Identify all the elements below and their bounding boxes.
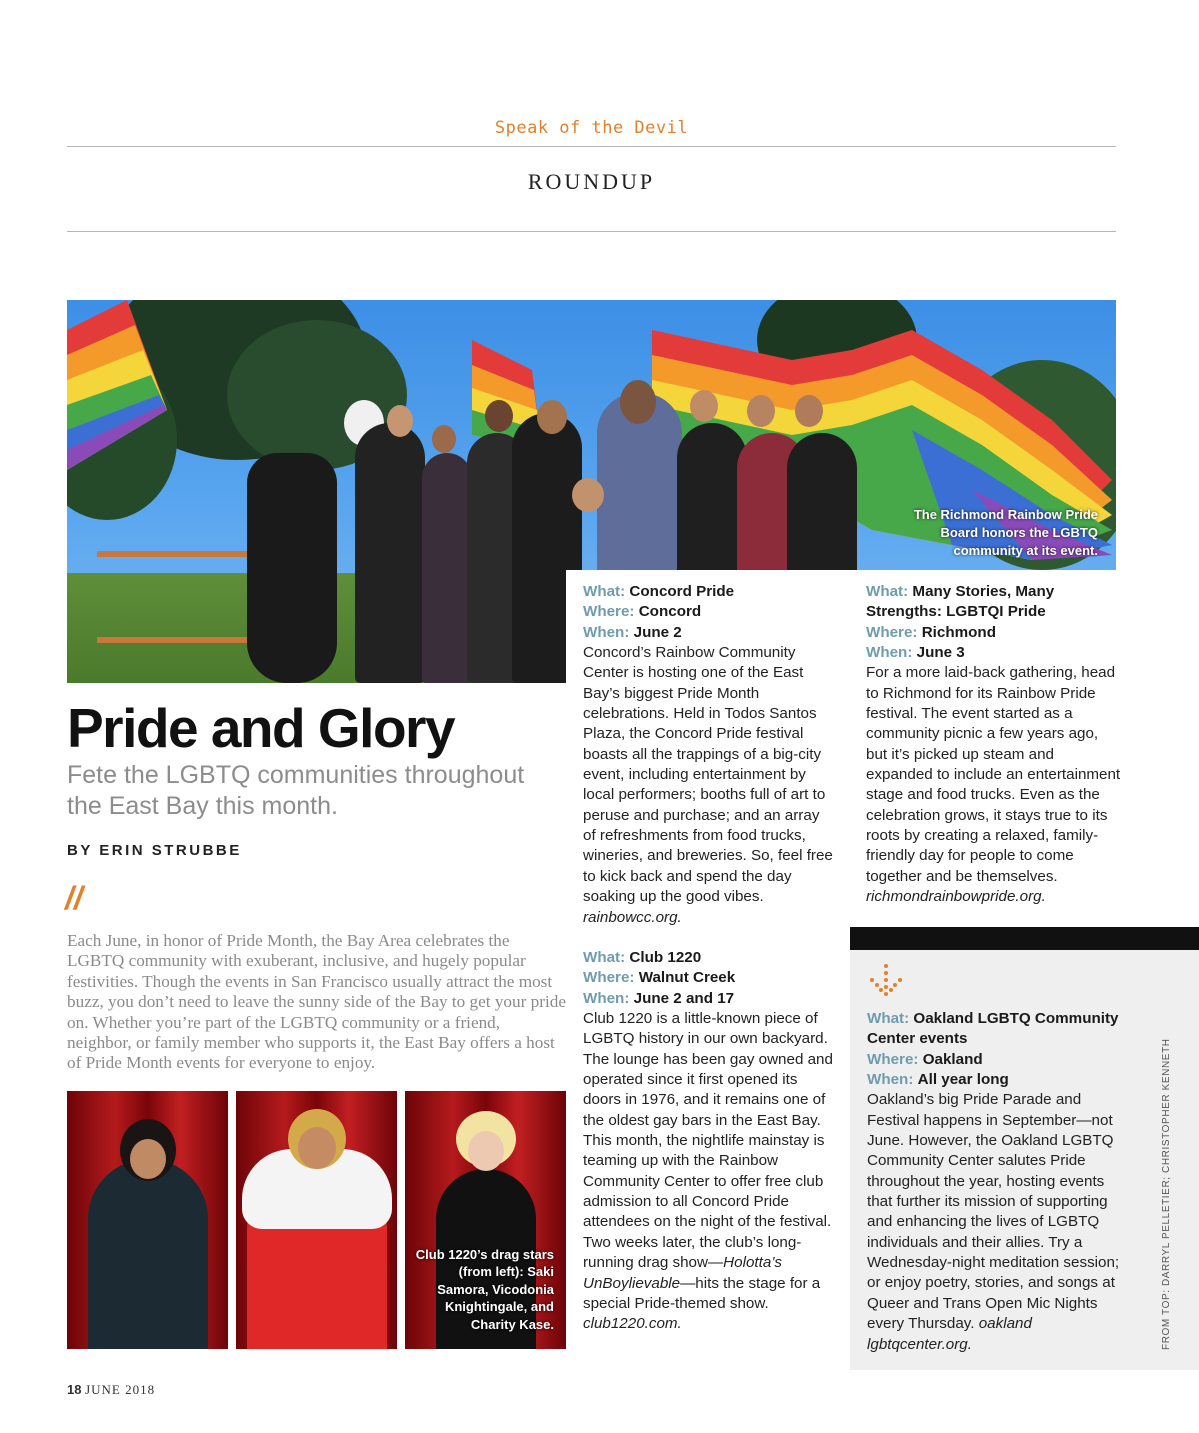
drag-photo-charity [405,1091,566,1349]
event-oakland-center: What: Oakland LGBTQ Community Center events Where: Oakland When: All year long Oakland’s big Pride Parade and Festival happens in September—not June. However, the Oakland LGBTQ Community Center salutes Pride throughout the year, hosting events that further its mission of supporting and enhancing the lives of LGBTQ individuals and their allies. Try a Wednesday-night meditation session; or enjoy poetry, stories, and songs at Queer and Trans Open Mic Nights every Thursday. oakland lgbtqcenter.org. [867,1010,1120,1353]
headline: Pride and Glory [67,697,455,759]
sidebar-bar [850,927,1199,950]
event-club-1220: What: Club 1220 Where: Walnut Creek When: June 2 and 17 Club 1220 is a little-known piece of LGBTQ history in our own backyard. The lounge has been gay owned and operated since it first opened its doors in 1976, and it remains one of the oldest gay bars in the East Bay. This month, the nightlife mainstay is teaming up with the Rainbow Community Center to offer free club admission to all Concord Pride attendees on the night of the festival. Two weeks later, the club’s long-running drag show—Holotta’s UnBoylievable—hits the stage for a special Pride-themed show. club1220.com. [583,949,833,1333]
byline: BY ERIN STRUBBE [67,842,242,859]
section-title: ROUNDUP [527,169,656,194]
folio [67,1382,155,1398]
intro-paragraph: Each June, in honor of Pride Month, the Bay Area celebrates the LGBTQ community with exuberant, inclusive, and hugely popular festivities. Though the events in San Francisco usually attract the most buzz, you don’t need to leave the sunny side of the Bay to get your pride on. Whether you’re part of the LGBTQ community or a friend, neighbor, or family member who supports it, the East Bay offers a host of Pride Month events for everyone to enjoy. [67,931,566,1073]
event-richmond-pride: What: Many Stories, Many Strengths: LGBTQI Pride Where: Richmond When: June 3 For a more laid-back gathering, head to Richmond for its Rainbow Pride festival. The event started as a community picnic a few years ago, but it’s picked up steam and expanded to include an entertainment stage and food trucks. Even as the celebration grows, it stays true to its roots by creating a relaxed, family-friendly day for people to come together and be themselves. richmondrainbowpride.org. [866,583,1121,906]
drag-caption: Club 1220’s drag stars (from left): Saki Samora, Vicodonia Knightingale, and Charity Kase. [415,1246,554,1332]
issue-date: JUNE 2018 [85,1382,156,1397]
event-url[interactable]: richmondrainbowpride.org. [866,888,1046,906]
slashes-mark: // [65,880,83,916]
header-rule-top [67,146,1116,147]
event-url[interactable]: rainbowcc.org. [583,908,682,926]
dek: Fete the LGBTQ communities throughout the East Bay this month. [67,761,525,820]
header-rule-bottom [67,231,1116,232]
event-url[interactable]: oakland lgbtqcenter.org. [867,1315,1032,1353]
drag-photo-vicodonia [236,1091,397,1349]
drag-photo-saki [67,1091,228,1349]
page-number: 18 [67,1382,82,1397]
photo-credit: FROM TOP: DARRYL PELLETIER; CHRISTOPHER KENNETH [1161,1038,1172,1350]
kicker: Speak of the Devil [494,118,689,138]
hero-caption: The Richmond Rainbow Pride Board honors the LGBTQ community at its event. [913,507,1098,558]
arrow-down-dots-icon [868,963,904,1003]
event-url[interactable]: club1220.com. [583,1315,682,1333]
event-concord-pride: What: Concord Pride Where: Concord When: June 2 Concord’s Rainbow Community Center is hosting one of the East Bay’s biggest Pride Month celebrations. Held in Todos Santos Plaza, the Concord Pride festival boasts all the trappings of a big-city event, including entertainment by local performers; booths full of art to peruse and purchase; and an array of refreshments from food trucks, wineries, and breweries. So, feel free to kick back and spend the day soaking up the good vibes. rainbowcc.org. [583,583,833,926]
